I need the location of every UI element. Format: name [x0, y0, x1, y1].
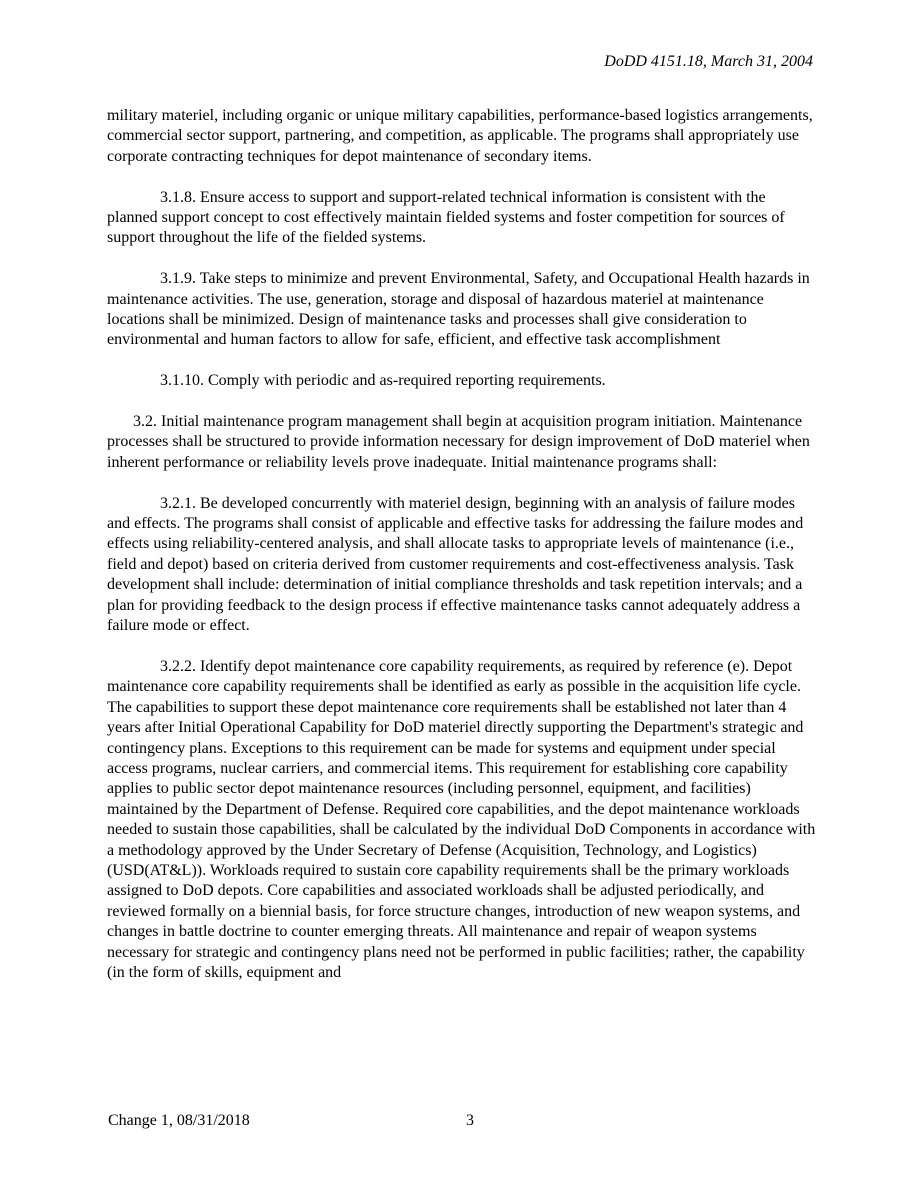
paragraph-3-2-2: 3.2.2. Identify depot maintenance core capability requirements, as required by reference (e). Depot maintenance core capability requirements shall be identified as early as possible in the acquisition life cycle. The capabilities to support these depot maintenance core requirements shall be established not later than 4 years after Initial Operational Capability for DoD materiel directly supporting the Department's strategic and contingency plans. Exceptions to this requirement can be made for systems and equipment under special access programs, nuclear carriers, and commercial items. This requirement for establishing core capability applies to public sector depot maintenance resources (including personnel, equipment, and facilities) maintained by the Department of Defense. Required core capabilities, and the depot maintenance workloads needed to sustain those capabilities, shall be calculated by the individual DoD Components in accordance with a methodology approved by the Under Secretary of Defense (Acquisition, Technology, and Logistics) (USD(AT&L)). Workloads required to sustain core capability requirements shall be the primary workloads assigned to DoD depots. Core capabilities and associated workloads shall be adjusted periodically, and reviewed formally on a biennial basis, for force structure changes, introduction of new weapon systems, and changes in battle doctrine to counter emerging threats. All maintenance and repair of weapon systems necessary for strategic and contingency plans need not be performed in public facilities; rather, the capability (in the form of skills, equipment and — [107, 657, 816, 981]
document-body — [107, 106, 817, 1004]
paragraph-3-1-9: 3.1.9. Take steps to minimize and prevent Environmental, Safety, and Occupational Health hazards in maintenance activities. The use, generation, storage and disposal of hazardous materiel at maintenance locations shall be minimized. Design of maintenance tasks and processes shall give consideration to environmental and human factors to allow for safe, efficient, and effective task accomplishment — [107, 270, 810, 349]
paragraph-continuation: military materiel, including organic or unique military capabilities, performance-based logistics arrangements, commercial sector support, partnering, and competition, as applicable. The programs shall appropriately use corporate contracting techniques for depot maintenance of secondary items. — [107, 107, 813, 165]
page-header: DoDD 4151.18, March 31, 2004 — [604, 53, 813, 70]
page-number: 3 — [466, 1112, 474, 1129]
footer-change-note: Change 1, 08/31/2018 — [108, 1112, 250, 1129]
paragraph-3-2-1: 3.2.1. Be developed concurrently with materiel design, beginning with an analysis of failure modes and effects. The programs shall consist of applicable and effective tasks for addressing the failure modes and effects using reliability-centered analysis, and shall allocate tasks to appropriate levels of maintenance (i.e., field and depot) based on criteria derived from customer requirements and cost-effectiveness analysis. Task development shall include: determination of initial compliance thresholds and task repetition intervals; and a plan for providing feedback to the design process if effective maintenance tasks cannot adequately address a failure mode or effect. — [107, 494, 804, 635]
paragraph-3-1-8: 3.1.8. Ensure access to support and support-related technical information is consistent with the planned support concept to cost effectively maintain fielded systems and foster competition for sources of support throughout the life of the fielded systems. — [107, 188, 785, 247]
paragraph-3-2: 3.2. Initial maintenance program management shall begin at acquisition program initiation. Maintenance processes shall be structured to provide information necessary for design improvement of DoD materiel when inherent performance or reliability levels prove inadequate. Initial maintenance programs shall: — [107, 413, 810, 471]
paragraph-3-1-10: 3.1.10. Comply with periodic and as-required reporting requirements. — [160, 372, 606, 390]
